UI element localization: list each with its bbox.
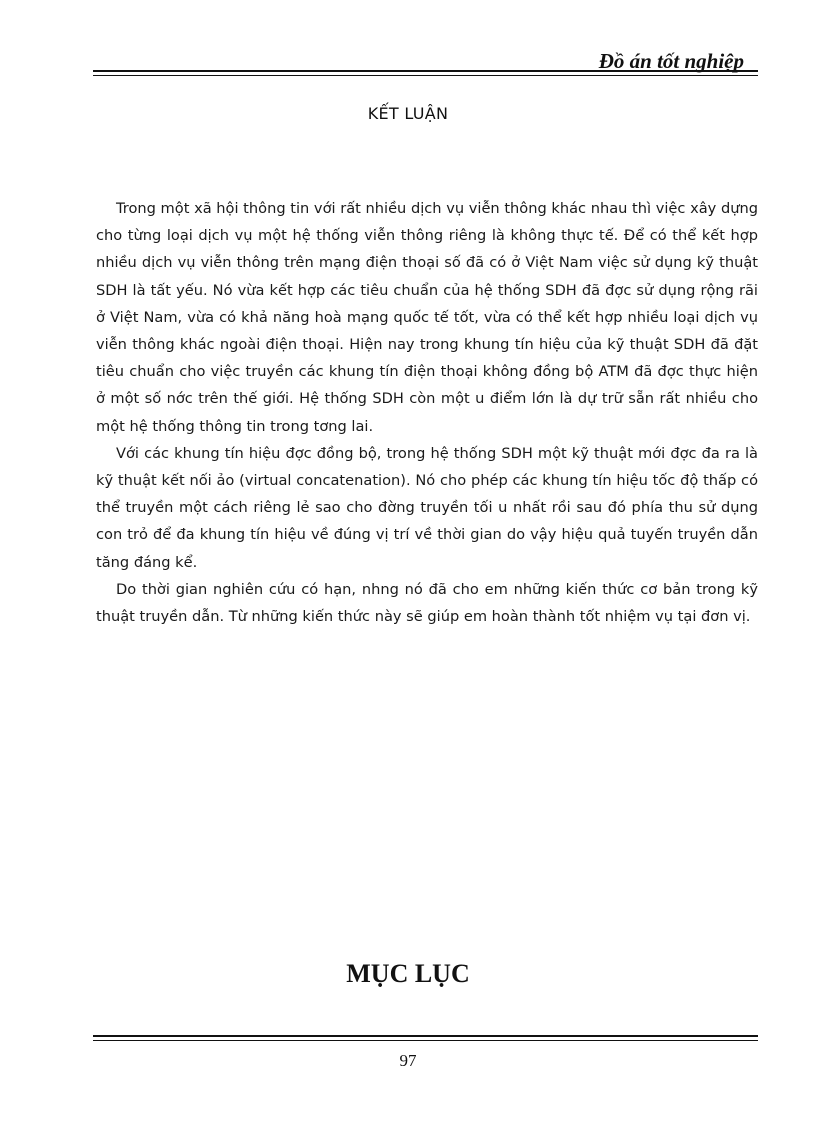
paragraph-3: Do thời gian nghiên cứu có hạn, nhng nó đã cho em những kiến thức cơ bản trong kỹ thuật truyền dẫn. Từ những kiến thức này sẽ giúp em hoàn thành tốt nhiệm vụ tại đơn vị.	[96, 580, 758, 626]
body-text	[96, 195, 758, 630]
section-title: KẾT LUẬN	[367, 104, 449, 123]
header-title: Đồ án tốt nghiệp	[598, 49, 744, 73]
header-rule	[93, 70, 758, 76]
footer-rule	[93, 1035, 758, 1041]
paragraph-2: Với các khung tín hiệu đợc đồng bộ, trong hệ thống SDH một kỹ thuật mới đợc đa ra là kỹ thuật kết nối ảo (virtual concatenation). Nó cho phép các khung tín hiệu tốc độ thấp có thể truyền một cách riêng lẻ sao cho đờng truyền tối u nhất rồi sau đó phía thu sử dụng con trỏ để đa khung tín hiệu về đúng vị trí về thời gian do vậy hiệu quả tuyến truyền dẫn tăng đáng kể.	[96, 444, 758, 571]
paragraph-1: Trong một xã hội thông tin với rất nhiều dịch vụ viễn thông khác nhau thì việc xây dựng cho từng loại dịch vụ một hệ thống viễn thông riêng là không thực tế. Để có thể kết hợp nhiều dịch vụ viễn thông trên mạng điện thoại số đã có ở Việt Nam việc sử dụng kỹ thuật SDH là tất yếu. Nó vừa kết hợp các tiêu chuẩn của hệ thống SDH đã đợc sử dụng rộng rãi ở Việt Nam, vừa có khả năng hoà mạng quốc tế tốt, vừa có thể kết hợp nhiều loại dịch vụ viễn thông khác ngoài điện thoại. Hiện nay trong khung tín hiệu của kỹ thuật SDH đã đặt tiêu chuẩn cho việc truyền các khung tín điện thoại không đồng bộ ATM đã đợc thực hiện ở một số nớc trên thế giới. Hệ thống SDH còn một u điểm lớn là dự trữ sẵn rất nhiều cho một hệ thống thông tin trong tơng lai.	[96, 200, 758, 435]
page-number: 97	[399, 1051, 417, 1070]
toc-heading: MỤC LỤC	[346, 959, 470, 988]
